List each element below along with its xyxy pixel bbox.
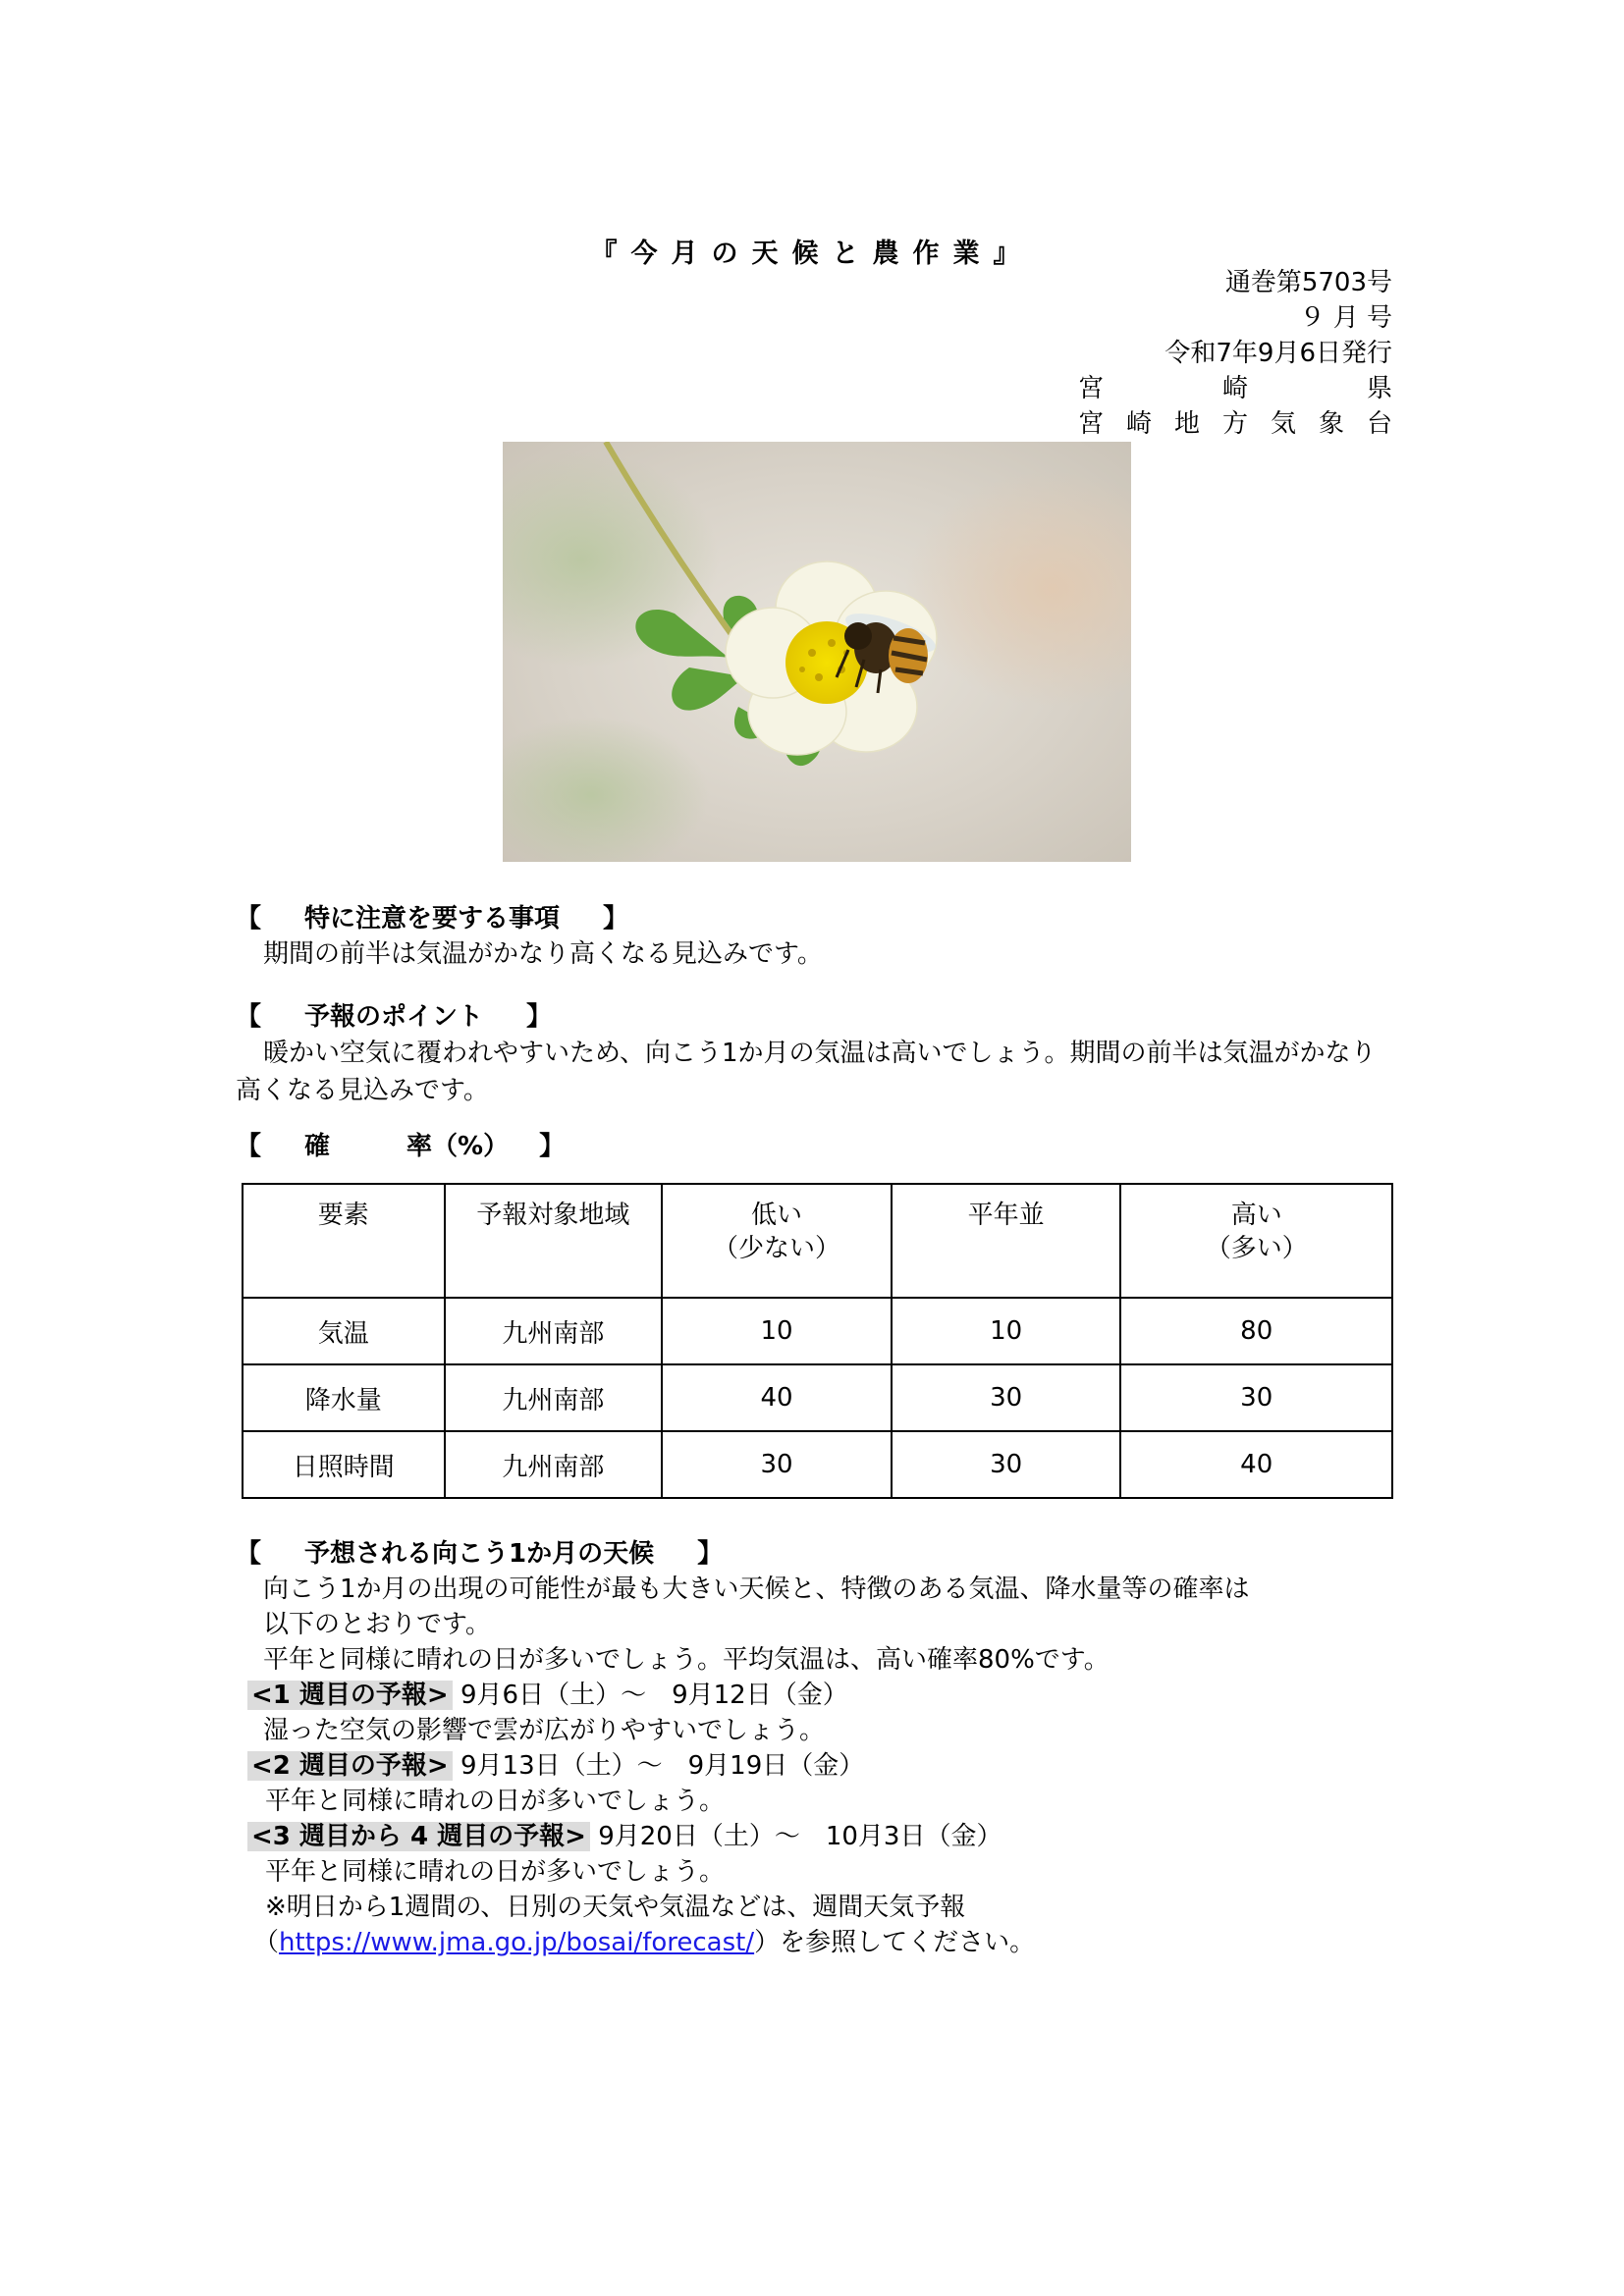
points-section	[236, 999, 1394, 1109]
table-cell: 九州南部	[445, 1431, 663, 1498]
issue-month: ９ 月 号	[1299, 303, 1392, 333]
forecast-link-line	[236, 1925, 1394, 1960]
bee-flower-illustration	[503, 442, 1131, 862]
week-2-line	[236, 1748, 1394, 1784]
outlook-heading: 【 予想される向こう1か月の天候 】	[236, 1539, 724, 1569]
table-row	[243, 1364, 1392, 1431]
week-1-line	[236, 1678, 1394, 1713]
points-text: 暖かい空気に覆われやすいため、向こう1か月の気温は高いでしょう。期間の前半は気温がかなり高くなる見込みです。	[236, 1039, 1377, 1105]
outlook-section	[236, 1536, 1394, 1960]
issue-date: 令和7年9月6日発行	[1164, 339, 1392, 368]
attention-section	[236, 901, 1394, 972]
issue-number: 通巻第5703号	[1224, 268, 1392, 297]
table-cell: 気温	[243, 1298, 445, 1364]
table-header-row	[243, 1184, 1392, 1298]
issue-office: 宮 崎 地 方 気 象 台	[1078, 409, 1392, 439]
issue-prefecture: 宮 崎 県	[1078, 374, 1392, 403]
week-3-range: 9月20日（土）～ 10月3日（金）	[598, 1822, 1002, 1851]
table-cell: 10	[892, 1298, 1121, 1364]
week-2-range: 9月13日（土）～ 9月19日（金）	[460, 1751, 865, 1781]
link-open-paren: （	[253, 1928, 280, 1957]
table-cell: 九州南部	[445, 1298, 663, 1364]
table-cell: 40	[662, 1364, 892, 1431]
table-row	[243, 1298, 1392, 1364]
page-title: 『今月の天候と農作業』	[590, 239, 1034, 269]
issue-info	[980, 265, 1392, 442]
table-cell: 30	[1120, 1364, 1392, 1431]
table-cell: 30	[662, 1431, 892, 1498]
week-1-range: 9月6日（土）～ 9月12日（金）	[460, 1681, 848, 1710]
outlook-summary: 平年と同様に晴れの日が多いでしょう。平均気温は、高い確率80%です。	[263, 1645, 1110, 1675]
week-1-label: <1 週目の予報>	[247, 1681, 453, 1710]
probability-section	[236, 1129, 1394, 1164]
link-close-paren: ）を参照してください。	[754, 1928, 1036, 1957]
table-cell: 40	[1120, 1431, 1392, 1498]
table-header-cell: 平年並	[892, 1184, 1121, 1298]
probability-heading: 【 確 率（%） 】	[236, 1132, 566, 1161]
table-header-cell: 低い （少ない）	[662, 1184, 892, 1298]
table-cell: 80	[1120, 1298, 1392, 1364]
table-cell: 日照時間	[243, 1431, 445, 1498]
week-2-label: <2 週目の予報>	[247, 1751, 453, 1781]
table-header-cell: 高い （多い）	[1120, 1184, 1392, 1298]
outlook-intro: 以下のとおりです。	[263, 1610, 491, 1639]
table-cell: 10	[662, 1298, 892, 1364]
table-cell: 30	[892, 1431, 1121, 1498]
bee-flower-photo	[503, 442, 1131, 862]
probability-table	[242, 1183, 1393, 1499]
weekly-forecast-link[interactable]: https://www.jma.go.jp/bosai/forecast/	[279, 1928, 755, 1957]
outlook-intro: 向こう1か月の出現の可能性が最も大きい天候と、特徴のある気温、降水量等の確率は	[263, 1575, 1250, 1604]
table-row	[243, 1431, 1392, 1498]
attention-text: 期間の前半は気温がかなり高くなる見込みです。	[263, 939, 823, 969]
week-3-label: <3 週目から 4 週目の予報>	[247, 1822, 590, 1851]
table-header-cell: 予報対象地域	[445, 1184, 663, 1298]
table-cell: 30	[892, 1364, 1121, 1431]
week-2-text: 平年と同様に晴れの日が多いでしょう。	[265, 1787, 726, 1816]
week-1-text: 湿った空気の影響で雲が広がりやすいでしょう。	[263, 1716, 826, 1745]
table-cell: 九州南部	[445, 1364, 663, 1431]
table-header-cell: 要素	[243, 1184, 445, 1298]
attention-heading: 【 特に注意を要する事項 】	[236, 904, 629, 934]
forecast-note: ※明日から1週間の、日別の天気や気温などは、週間天気予報	[265, 1893, 966, 1922]
table-cell: 降水量	[243, 1364, 445, 1431]
points-heading: 【 予報のポイント 】	[236, 1002, 553, 1032]
week-3-line	[236, 1819, 1394, 1854]
week-3-text: 平年と同様に晴れの日が多いでしょう。	[265, 1857, 726, 1887]
